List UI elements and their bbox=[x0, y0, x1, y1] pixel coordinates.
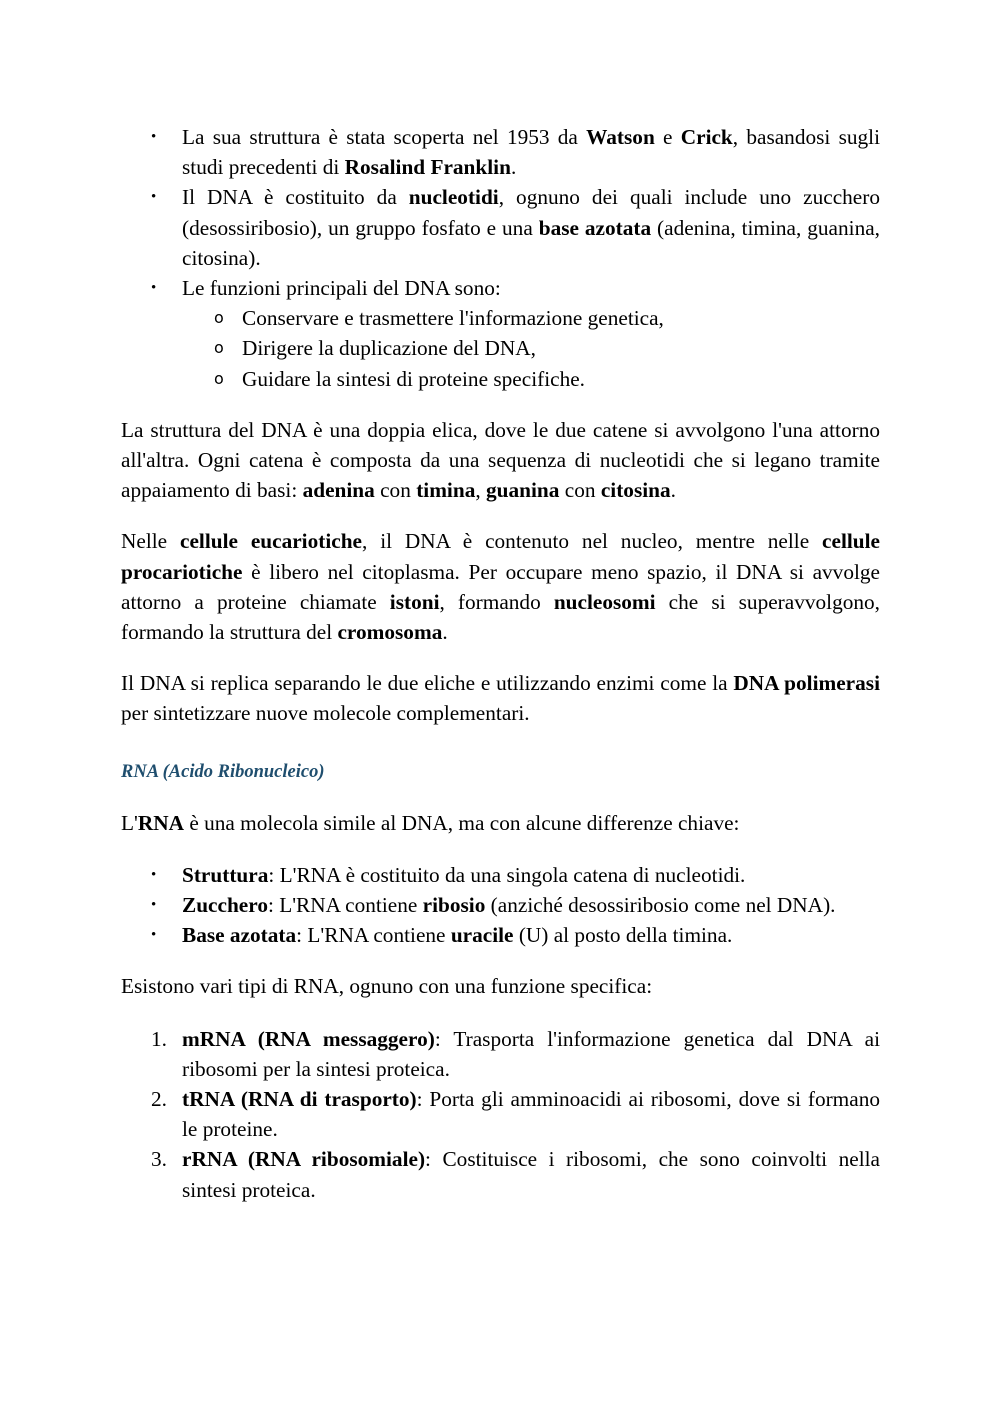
bold-text: istoni bbox=[389, 589, 440, 614]
bold-text: nucleosomi bbox=[553, 589, 656, 614]
bold-text: timina bbox=[416, 478, 476, 503]
sub-bullet-marker: o bbox=[214, 368, 224, 388]
bold-text: rRNA (RNA ribosomiale) bbox=[182, 1147, 426, 1172]
sub-bullet-marker: o bbox=[214, 308, 224, 328]
bullet-marker: • bbox=[151, 189, 157, 206]
bold-text: Watson bbox=[586, 125, 655, 149]
text-run: , ognuno dei quali include uno zucchero (desossiribosio), un gruppo fosfato e una bbox=[182, 185, 880, 240]
bullet-marker: • bbox=[151, 280, 157, 297]
sub-list-item bbox=[121, 333, 880, 363]
list-number: 1. bbox=[151, 1026, 167, 1051]
text-run: Il DNA è costituito da bbox=[182, 185, 409, 210]
bold-text: nucleotidi bbox=[408, 185, 499, 210]
bold-text: DNA polimerasi bbox=[733, 671, 880, 696]
list-item: • Base azotata: L'RNA contiene uracile (U) al posto della timina. bbox=[121, 920, 880, 950]
bold-text: Base azotata bbox=[182, 923, 297, 948]
bold-text: citosina bbox=[600, 478, 671, 503]
paragraph-rna-intro: L'RNA è una molecola simile al DNA, ma con alcune differenze chiave: bbox=[121, 810, 740, 835]
text-run: La sua struttura è stata scoperta nel 1953 da bbox=[182, 125, 587, 149]
text-run: Conservare e trasmettere l'informazione genetica, bbox=[242, 306, 664, 331]
bold-text: Rosalind Franklin bbox=[344, 155, 511, 180]
text-run: e bbox=[654, 125, 681, 149]
bold-text: Struttura bbox=[182, 862, 269, 887]
document-body bbox=[121, 122, 880, 1205]
bullet-marker: • bbox=[151, 129, 157, 145]
bold-text: Crick bbox=[680, 125, 733, 149]
bold-text: RNA bbox=[137, 810, 184, 835]
list-item bbox=[121, 122, 880, 182]
section-heading: RNA (Acido Ribonucleico) bbox=[121, 761, 325, 782]
list-item: • Struttura: L'RNA è costituito da una singola catena di nucleotidi. bbox=[121, 860, 880, 890]
bold-text: Zucchero bbox=[182, 893, 268, 918]
list-item: • Zucchero: L'RNA contiene ribosio (anziché desossiribosio come nel DNA). bbox=[121, 890, 880, 920]
list-item: 3. rRNA (RNA ribosomiale): Costituisce i ribosomi, che sono coinvolti nella sintesi proteica. bbox=[121, 1144, 880, 1204]
text-run: . bbox=[510, 155, 517, 180]
bold-text: cromosoma bbox=[337, 620, 443, 645]
bold-text: cellule eucariotiche bbox=[180, 529, 362, 554]
dna-facts-list bbox=[121, 122, 880, 303]
bold-text: adenina bbox=[302, 478, 375, 503]
sub-bullet-marker: o bbox=[214, 338, 224, 358]
sub-list-item bbox=[121, 364, 880, 394]
list-number: 3. bbox=[151, 1147, 167, 1172]
text-run: (adenina, timina, guanina, citosina). bbox=[182, 215, 880, 270]
bullet-marker: • bbox=[151, 927, 157, 944]
bold-text: guanina bbox=[486, 478, 560, 503]
text-run: Le funzioni principali del DNA sono: bbox=[182, 276, 501, 301]
text-run: Guidare la sintesi di proteine specifiche. bbox=[242, 366, 585, 391]
paragraph-dna-location: Nelle cellule eucariotiche, il DNA è contenuto nel nucleo, mentre nelle cellule procariotiche è libero nel citoplasma. Per occupare meno spazio, il DNA si avvolge attorno a proteine chiamate istoni, formando nucleosomi che si superavvolgono, formando la struttura del cromosoma. bbox=[121, 529, 880, 645]
list-item: 2. tRNA (RNA di trasporto): Porta gli amminoacidi ai ribosomi, dove si formano le proteine. bbox=[121, 1084, 880, 1144]
paragraph-dna-replication: Il DNA si replica separando le due eliche e utilizzando enzimi come la DNA polimerasi per sintetizzare nuove molecole complementari. bbox=[121, 671, 880, 726]
sub-list-item bbox=[121, 303, 880, 333]
rna-types-list bbox=[121, 1024, 880, 1205]
rna-differences-list bbox=[121, 860, 880, 951]
text-run: , basandosi sugli studi precedenti di bbox=[182, 125, 880, 180]
list-number: 2. bbox=[151, 1087, 167, 1112]
bold-text: ribosio bbox=[422, 893, 486, 918]
dna-functions-sublist bbox=[121, 303, 880, 394]
bold-text: mRNA (RNA messaggero) bbox=[182, 1026, 435, 1051]
paragraph-rna-types-intro: Esistono vari tipi di RNA, ognuno con una funzione specifica: bbox=[121, 974, 653, 999]
bold-text: tRNA (RNA di trasporto) bbox=[182, 1087, 417, 1112]
text-run: Dirigere la duplicazione del DNA, bbox=[242, 336, 536, 361]
list-item bbox=[121, 182, 880, 273]
bold-text: uracile bbox=[450, 923, 514, 948]
bullet-marker: • bbox=[151, 897, 157, 914]
bold-text: base azotata bbox=[538, 215, 652, 240]
bold-text: cellule procariotiche bbox=[121, 529, 880, 584]
list-item bbox=[121, 273, 880, 303]
bullet-marker: • bbox=[151, 866, 157, 883]
list-item: 1. mRNA (RNA messaggero): Trasporta l'informazione genetica dal DNA ai ribosomi per la sintesi proteica. bbox=[121, 1024, 880, 1084]
paragraph-dna-structure: La struttura del DNA è una doppia elica, dove le due catene si avvolgono l'una attorno all'altra. Ogni catena è composta da una sequenza di nucleotidi che si legano tramite appaiamento di basi: adenina con timina, guanina con citosina. bbox=[121, 417, 880, 503]
